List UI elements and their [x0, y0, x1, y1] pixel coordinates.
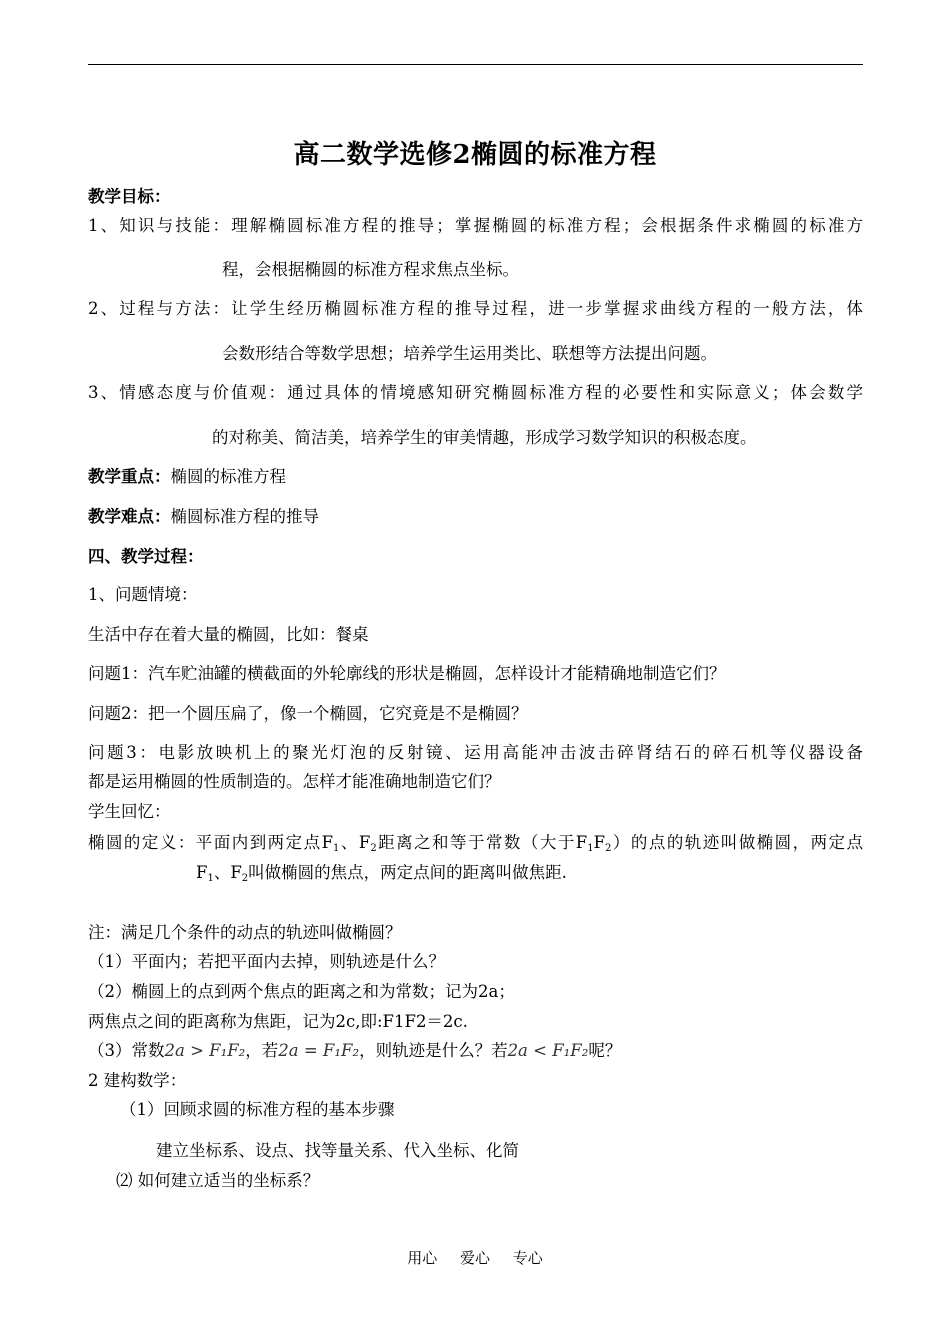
header-rule	[88, 64, 863, 65]
condition-3-text: ，若	[245, 1041, 279, 1060]
process-heading: 四、教学过程：	[88, 547, 204, 566]
note: 注：满足几个条件的动点的轨迹叫做椭圆？	[88, 923, 402, 942]
question-3-line-1: 问题3：电影放映机上的聚光灯泡的反射镜、运用高能冲击波击碎肾结石的碎石机等仪器设备	[88, 743, 863, 762]
definition-text: 、F	[339, 833, 371, 852]
subscript: 2	[605, 843, 612, 854]
definition-text: F	[593, 833, 606, 852]
difficulty-text: 椭圆标准方程的推导	[170, 507, 319, 526]
subscript: 1	[333, 843, 340, 854]
objective-3-line-2: 的对称美、简洁美，培养学生的审美情趣，形成学习数学知识的积极态度。	[212, 428, 757, 447]
difficulty	[88, 506, 319, 528]
definition-text: 距离之和等于常数（大于F	[376, 833, 588, 852]
question-1: 问题1：汽车贮油罐的横截面的外轮廓线的形状是椭圆，怎样设计才能精确地制造它们？	[88, 664, 726, 683]
condition-3-text: ，则轨迹是什么？若	[359, 1041, 508, 1060]
difficulty-label: 教学难点：	[88, 507, 171, 526]
definition-text: ）的点的轨迹叫做椭圆，两定点	[611, 833, 864, 852]
key-point-label: 教学重点：	[88, 467, 171, 486]
definition-text: 椭圆的定义：平面内到两定点F	[88, 833, 334, 852]
page-footer: 用心 爱心 专心	[407, 1249, 543, 1267]
subscript: 1	[207, 873, 214, 884]
objective-1-line-2: 程，会根据椭圆的标准方程求焦点坐标。	[222, 260, 519, 279]
subscript: 1	[587, 843, 594, 854]
solution-steps: 建立坐标系、设点、找等量关系、代入坐标、化简	[156, 1141, 519, 1160]
condition-3-text: （3）常数	[88, 1041, 165, 1060]
math-equation: 2a = F₁F₂	[278, 1041, 360, 1060]
coordinate-question: ⑵ 如何建立适当的坐标系？	[116, 1171, 320, 1190]
subscript: 2	[241, 873, 249, 884]
condition-2: （2）椭圆上的点到两个焦点的距离之和为常数；记为2a；	[88, 982, 515, 1001]
objective-2-line-1: 2、过程与方法：让学生经历椭圆标准方程的推导过程，进一步掌握求曲线方程的一般方法，体	[88, 299, 863, 318]
question-3-line-2: 都是运用椭圆的性质制造的。怎样才能准确地制造它们？	[88, 772, 501, 791]
definition-text: 、F	[213, 863, 242, 882]
subscript: 2	[370, 843, 377, 854]
review-step: （1）回顾求圆的标准方程的基本步骤	[120, 1100, 395, 1119]
scenario-heading: 1、问题情境：	[88, 585, 198, 604]
definition-text: F	[196, 863, 208, 882]
page-title: 高二数学选修2椭圆的标准方程	[293, 140, 657, 170]
definition-line-2	[196, 862, 567, 890]
question-2: 问题2：把一个圆压扁了，像一个椭圆，它究竟是不是椭圆？	[88, 704, 528, 723]
math-inequality: 2a < F₁F₂	[507, 1041, 589, 1060]
focal-distance: 两焦点之间的距离称为焦距，记为2c,即:F1F2＝2c.	[88, 1012, 468, 1031]
definition-text: 叫做椭圆的焦点，两定点间的距离叫做焦距.	[248, 863, 567, 882]
key-point	[88, 466, 286, 488]
condition-3-text: 呢？	[588, 1041, 622, 1060]
definition-line-1	[88, 832, 863, 860]
condition-1: （1）平面内；若把平面内去掉，则轨迹是什么？	[88, 952, 445, 971]
life-example: 生活中存在着大量的椭圆，比如：餐桌	[88, 625, 369, 644]
objectives-heading: 教学目标：	[88, 187, 171, 206]
recall: 学生回忆：	[88, 802, 171, 821]
condition-3	[88, 1040, 621, 1062]
key-point-text: 椭圆的标准方程	[170, 467, 286, 486]
math-inequality: 2a > F₁F₂	[164, 1041, 246, 1060]
objective-3-line-1: 3、情感态度与价值观：通过具体的情境感知研究椭圆标准方程的必要性和实际意义；体会数学	[88, 383, 863, 402]
objective-1-line-1: 1、知识与技能：理解椭圆标准方程的推导；掌握椭圆的标准方程；会根据条件求椭圆的标准方	[88, 216, 863, 235]
construct-heading: 2 建构数学：	[88, 1071, 187, 1090]
objective-2-line-2: 会数形结合等数学思想；培养学生运用类比、联想等方法提出问题。	[222, 344, 717, 363]
